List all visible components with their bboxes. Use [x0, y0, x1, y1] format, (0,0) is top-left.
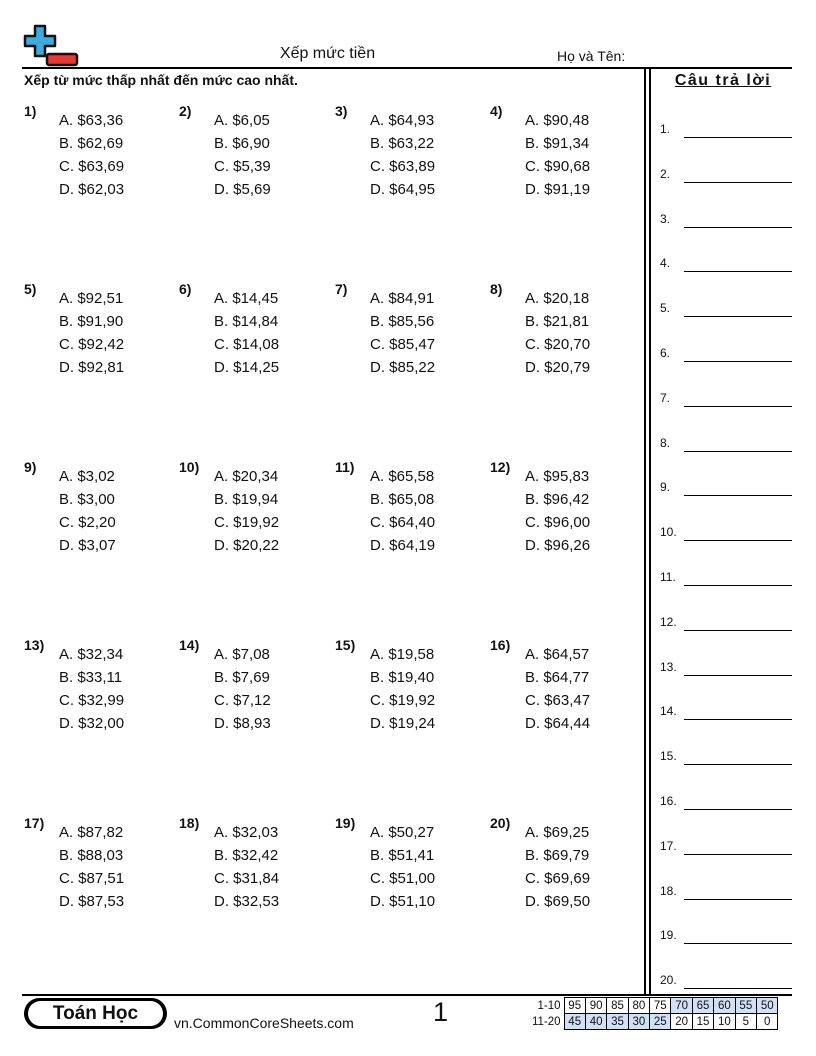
- score-cell: 15: [692, 1014, 713, 1030]
- worksheet-title: Xếp mức tiền: [279, 45, 376, 62]
- problem-20: [490, 815, 640, 915]
- choice-d: D. $14,25: [214, 359, 280, 376]
- answer-row: [660, 611, 792, 656]
- answer-blank[interactable]: [684, 316, 792, 317]
- choice-d: D. $32,00: [59, 715, 125, 732]
- answer-row: [660, 700, 792, 745]
- choice-c: C. $14,08: [214, 336, 280, 353]
- choice-d: D. $91,19: [525, 181, 591, 198]
- name-label: Họ và Tên:: [557, 48, 626, 64]
- choice-list: [214, 821, 279, 913]
- problem-number: 15): [335, 637, 356, 653]
- problem-19: [335, 815, 485, 915]
- score-cell: 55: [735, 998, 756, 1014]
- score-cell: 10: [714, 1014, 735, 1030]
- choice-d: D. $19,24: [370, 715, 436, 732]
- choice-c: C. $7,12: [214, 692, 271, 709]
- problem-4: [490, 103, 640, 203]
- answer-panel-title: Câu trả lời: [674, 72, 772, 89]
- score-cell: 65: [692, 998, 713, 1014]
- problem-number: 8): [490, 281, 503, 297]
- choice-c: C. $63,47: [525, 692, 591, 709]
- problem-1: [24, 103, 174, 203]
- score-cell: 70: [671, 998, 692, 1014]
- choice-b: B. $65,08: [370, 491, 435, 508]
- choice-list: [59, 287, 124, 379]
- problem-number: 10): [179, 459, 200, 475]
- choice-list: [370, 643, 435, 735]
- panel-divider-right: [649, 67, 651, 995]
- answer-row: [660, 566, 792, 611]
- answer-blank[interactable]: [684, 943, 792, 944]
- choice-c: C. $63,89: [370, 158, 436, 175]
- score-row: [528, 1014, 778, 1030]
- choice-d: D. $62,03: [59, 181, 125, 198]
- choice-b: B. $19,94: [214, 491, 279, 508]
- answer-number: 20.: [660, 973, 677, 988]
- problem-number: 9): [24, 459, 37, 475]
- choice-list: [525, 465, 590, 557]
- choice-b: B. $62,69: [59, 135, 124, 152]
- answer-number: 13.: [660, 659, 677, 674]
- score-row-label: 1-10: [537, 999, 561, 1012]
- choice-list: [370, 287, 435, 379]
- footer-rule: [22, 994, 792, 996]
- header-rule: [22, 67, 792, 69]
- choice-c: C. $19,92: [214, 514, 280, 531]
- choice-b: B. $88,03: [59, 847, 124, 864]
- choice-a: A. $90,48: [525, 112, 590, 129]
- choice-a: A. $50,27: [370, 824, 435, 841]
- score-cell: 50: [757, 998, 778, 1014]
- answer-number: 5.: [660, 301, 671, 316]
- choice-a: A. $84,91: [370, 290, 435, 307]
- choice-list: [370, 109, 435, 201]
- answer-blank[interactable]: [684, 630, 792, 631]
- choice-c: C. $85,47: [370, 336, 436, 353]
- choice-list: [59, 465, 116, 557]
- problem-number: 14): [179, 637, 200, 653]
- choice-a: A. $19,58: [370, 646, 435, 663]
- answer-number: 17.: [660, 838, 677, 853]
- answer-blank[interactable]: [684, 854, 792, 855]
- score-cell: 95: [564, 998, 585, 1014]
- problem-number: 12): [490, 459, 511, 475]
- score-table: [528, 997, 778, 1030]
- problem-number: 2): [179, 103, 192, 119]
- answer-row: [660, 342, 792, 387]
- choice-list: [214, 287, 279, 379]
- answer-blank[interactable]: [684, 585, 792, 586]
- problem-9: [24, 459, 174, 559]
- answer-blank[interactable]: [684, 495, 792, 496]
- answer-blank[interactable]: [684, 137, 792, 138]
- answer-number: 10.: [660, 525, 677, 540]
- choice-list: [214, 465, 279, 557]
- site-url: vn.CommonCoreSheets.com: [174, 1015, 354, 1031]
- answer-number: 11.: [660, 569, 676, 584]
- score-cell: 40: [585, 1014, 606, 1030]
- answer-blank[interactable]: [684, 809, 792, 810]
- choice-b: B. $7,69: [214, 669, 270, 686]
- choice-c: C. $20,70: [525, 336, 591, 353]
- choice-d: D. $64,19: [370, 537, 436, 554]
- choice-b: B. $32,42: [214, 847, 279, 864]
- answer-row: [660, 432, 792, 477]
- brand-badge: [24, 998, 167, 1029]
- problem-14: [179, 637, 329, 737]
- answer-row: [660, 656, 792, 701]
- answer-row: [660, 387, 792, 432]
- choice-a: A. $7,08: [214, 646, 270, 663]
- choice-b: B. $64,77: [525, 669, 590, 686]
- answer-number: 8.: [660, 435, 671, 450]
- choice-c: C. $87,51: [59, 870, 125, 887]
- answer-row: [660, 790, 792, 835]
- choice-list: [525, 109, 590, 201]
- score-cell: 45: [564, 1014, 585, 1030]
- choice-c: C. $5,39: [214, 158, 271, 175]
- answer-number: 2.: [660, 166, 671, 181]
- choice-a: A. $6,05: [214, 112, 270, 129]
- answer-number: 4.: [660, 256, 671, 271]
- choice-list: [525, 821, 590, 913]
- choice-c: C. $69,69: [525, 870, 591, 887]
- answer-blank[interactable]: [684, 719, 792, 720]
- choice-list: [370, 821, 435, 913]
- score-cell: 80: [628, 998, 649, 1014]
- score-cell: 90: [585, 998, 606, 1014]
- choice-c: C. $19,92: [370, 692, 436, 709]
- choice-a: A. $20,18: [525, 290, 590, 307]
- choice-c: C. $31,84: [214, 870, 280, 887]
- answer-blank[interactable]: [684, 182, 792, 183]
- choice-d: D. $20,22: [214, 537, 280, 554]
- choice-d: D. $3,07: [59, 537, 116, 554]
- answer-row: [660, 208, 792, 253]
- choice-list: [59, 109, 124, 201]
- problem-17: [24, 815, 174, 915]
- score-cell: 85: [607, 998, 628, 1014]
- choice-d: D. $64,44: [525, 715, 591, 732]
- problem-16: [490, 637, 640, 737]
- answer-number: 7.: [660, 390, 671, 405]
- instructions: Xếp từ mức thấp nhất đến mức cao nhất.: [24, 72, 298, 88]
- choice-a: A. $64,93: [370, 112, 435, 129]
- choice-d: D. $69,50: [525, 893, 591, 910]
- problem-8: [490, 281, 640, 381]
- choice-d: D. $96,26: [525, 537, 591, 554]
- problem-number: 16): [490, 637, 511, 653]
- choice-c: C. $32,99: [59, 692, 125, 709]
- answer-number: 9.: [660, 480, 671, 495]
- problem-15: [335, 637, 485, 737]
- choice-c: C. $96,00: [525, 514, 591, 531]
- choice-list: [214, 643, 271, 735]
- problem-18: [179, 815, 329, 915]
- answer-blank[interactable]: [684, 451, 792, 452]
- choice-d: D. $51,10: [370, 893, 436, 910]
- score-cell: 20: [671, 1014, 692, 1030]
- choice-c: C. $90,68: [525, 158, 591, 175]
- problem-11: [335, 459, 485, 559]
- score-row-label: 11-20: [531, 1015, 561, 1028]
- answer-number: 15.: [660, 749, 677, 764]
- score-cell: 5: [735, 1014, 756, 1030]
- choice-d: D. $85,22: [370, 359, 436, 376]
- answer-row: [660, 835, 792, 880]
- problem-3: [335, 103, 485, 203]
- choice-a: A. $64,57: [525, 646, 590, 663]
- score-cell: 60: [714, 998, 735, 1014]
- problem-6: [179, 281, 329, 381]
- score-cell: 35: [607, 1014, 628, 1030]
- choice-b: B. $21,81: [525, 313, 590, 330]
- problem-2: [179, 103, 329, 203]
- choice-b: B. $51,41: [370, 847, 435, 864]
- choice-c: C. $2,20: [59, 514, 116, 531]
- problem-number: 20): [490, 815, 511, 831]
- answer-blank[interactable]: [684, 988, 792, 989]
- brand-label: Toán Học: [28, 1001, 163, 1026]
- choice-c: C. $64,40: [370, 514, 436, 531]
- answer-list: [660, 118, 792, 1014]
- answer-number: 1.: [660, 122, 671, 136]
- problem-number: 11): [335, 459, 355, 475]
- choice-b: B. $91,34: [525, 135, 590, 152]
- answer-number: 16.: [660, 793, 677, 808]
- choice-b: B. $6,90: [214, 135, 270, 152]
- score-cell: 75: [650, 998, 671, 1014]
- score-row: [528, 998, 778, 1014]
- choice-a: A. $14,45: [214, 290, 279, 307]
- answer-row: [660, 163, 792, 208]
- problem-number: 3): [335, 103, 348, 119]
- answer-blank[interactable]: [684, 675, 792, 676]
- answer-number: 18.: [660, 883, 677, 898]
- choice-a: A. $69,25: [525, 824, 590, 841]
- problem-12: [490, 459, 640, 559]
- choice-d: D. $64,95: [370, 181, 436, 198]
- answer-blank[interactable]: [684, 271, 792, 272]
- answer-blank[interactable]: [684, 406, 792, 407]
- problem-number: 7): [335, 281, 348, 297]
- answer-row: [660, 476, 792, 521]
- answer-number: 19.: [660, 928, 677, 943]
- answer-number: 6.: [660, 345, 671, 360]
- choice-d: D. $8,93: [214, 715, 271, 732]
- problem-number: 4): [490, 103, 503, 119]
- choice-a: A. $20,34: [214, 468, 279, 485]
- page-number: 1: [433, 997, 449, 1027]
- choice-b: B. $96,42: [525, 491, 590, 508]
- choice-a: A. $32,03: [214, 824, 279, 841]
- choice-a: A. $65,58: [370, 468, 435, 485]
- choice-d: D. $87,53: [59, 893, 125, 910]
- score-cell: 0: [757, 1014, 778, 1030]
- choice-b: B. $91,90: [59, 313, 124, 330]
- problem-number: 18): [179, 815, 200, 831]
- choice-a: A. $63,36: [59, 112, 124, 129]
- choice-a: A. $32,34: [59, 646, 124, 663]
- choice-b: B. $85,56: [370, 313, 435, 330]
- answer-number: 12.: [660, 614, 677, 629]
- answer-row: [660, 297, 792, 342]
- answer-blank[interactable]: [684, 764, 792, 765]
- score-cell: 30: [628, 1014, 649, 1030]
- choice-b: B. $33,11: [59, 669, 123, 686]
- problem-5: [24, 281, 174, 381]
- choice-a: A. $3,02: [59, 468, 115, 485]
- score-cell: 25: [650, 1014, 671, 1030]
- choice-a: A. $92,51: [59, 290, 124, 307]
- problem-number: 1): [24, 103, 37, 119]
- panel-divider-left: [644, 67, 646, 995]
- choice-b: B. $19,40: [370, 669, 435, 686]
- choice-d: D. $5,69: [214, 181, 271, 198]
- choice-list: [59, 821, 124, 913]
- answer-row: [660, 745, 792, 790]
- choice-list: [370, 465, 435, 557]
- choice-b: B. $63,22: [370, 135, 435, 152]
- choice-b: B. $14,84: [214, 313, 279, 330]
- choice-a: A. $95,83: [525, 468, 590, 485]
- choice-d: D. $92,81: [59, 359, 125, 376]
- choice-list: [525, 643, 590, 735]
- problem-number: 17): [24, 815, 45, 831]
- answer-row: [660, 252, 792, 297]
- problem-13: [24, 637, 174, 737]
- choice-list: [525, 287, 590, 379]
- answer-number: 3.: [660, 211, 671, 226]
- answer-blank[interactable]: [684, 899, 792, 900]
- answer-blank[interactable]: [684, 227, 792, 228]
- answer-row: [660, 521, 792, 566]
- answer-number: 14.: [660, 704, 677, 719]
- answer-blank[interactable]: [684, 361, 792, 362]
- choice-b: B. $3,00: [59, 491, 115, 508]
- choice-a: A. $87,82: [59, 824, 124, 841]
- problem-7: [335, 281, 485, 381]
- choice-list: [59, 643, 124, 735]
- choice-c: C. $51,00: [370, 870, 436, 887]
- choice-list: [214, 109, 271, 201]
- choice-d: D. $32,53: [214, 893, 280, 910]
- plus-minus-logo-icon: [22, 24, 80, 68]
- choice-d: D. $20,79: [525, 359, 591, 376]
- choice-c: C. $63,69: [59, 158, 125, 175]
- answer-row: [660, 924, 792, 969]
- answer-row: [660, 118, 792, 163]
- answer-row: [660, 880, 792, 925]
- problem-number: 5): [24, 281, 37, 297]
- choice-c: C. $92,42: [59, 336, 125, 353]
- problem-number: 19): [335, 815, 356, 831]
- answer-blank[interactable]: [684, 540, 792, 541]
- problem-number: 6): [179, 281, 192, 297]
- choice-b: B. $69,79: [525, 847, 590, 864]
- problem-number: 13): [24, 637, 45, 653]
- problem-10: [179, 459, 329, 559]
